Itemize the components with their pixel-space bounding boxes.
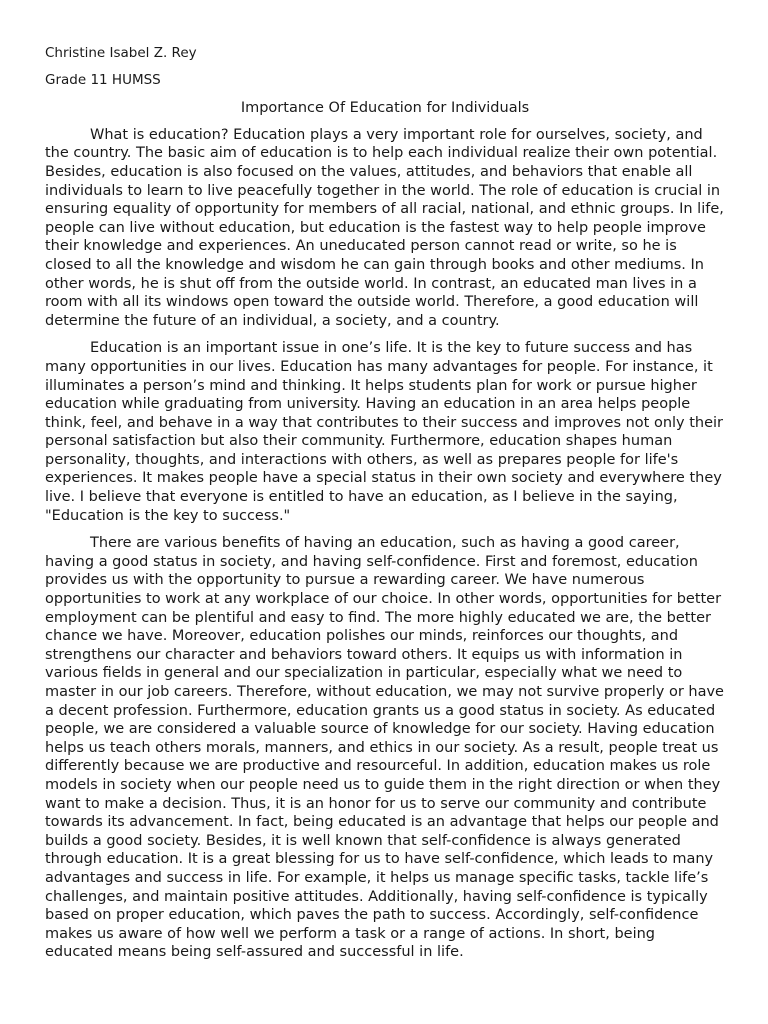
author-name: Christine Isabel Z. Rey bbox=[45, 45, 197, 61]
grade-section: Grade 11 HUMSS bbox=[45, 71, 161, 88]
paragraph-2: Education is an important issue in one’s life. It is the key to future success and has many opportunities in our lives. Education has many advantages for people. For instance, it illuminates a person’s mind and thinking. It helps students plan for work or pursue higher education while graduating from university. Having an education in an area helps people think, feel, and behave in a way that contributes to their success and improves not only their personal satisfaction but also their community. Furthermore, education shapes human personality, thoughts, and interactions with others, as well as prepares people for life's experiences. It makes people have a special status in their own society and everywhere they live. I believe that everyone is entitled to have an education, as I believe in the saying, "Education is the key to success." bbox=[45, 340, 724, 524]
document-page bbox=[45, 44, 725, 971]
paragraph-3: There are various benefits of having an education, such as having a good career, having a good status in society, and having self-confidence. First and foremost, education provides us with the opportunity to pursue a rewarding career. We have numerous opportunities to work at any workplace of our choice. In other words, opportunities for better employment can be plentiful and easy to find. The more highly educated we are, the better chance we have. Moreover, education polishes our minds, reinforces our thoughts, and strengthens our character and behaviors toward others. It equips us with information in various fields in general and our specialization in particular, especially what we need to master in our job careers. Therefore, without education, we may not survive properly or have a decent profession. Furthermore, education grants us a good status in society. As educated people, we are considered a valuable source of knowledge for our society. Having education helps us teach others morals, manners, and ethics in our society. As a result, people treat us differently because we are productive and resourceful. In addition, education makes us role models in society when our people need us to guide them in the right direction or when they want to make a decision. Thus, it is an honor for us to serve our community and contribute towards its advancement. In fact, being educated is an advantage that helps our people and builds a good society. Besides, it is well known that self-confidence is always generated through education. It is a great blessing for us to have self-confidence, which leads to many advantages and success in life. For example, it helps us manage specific tasks, tackle life’s challenges, and maintain positive attitudes. Additionally, having self-confidence is typically based on proper education, which paves the path to success. Accordingly, self-confidence makes us aware of how well we perform a task or a range of actions. In short, being educated means being self-assured and successful in life. bbox=[45, 535, 724, 961]
paragraph-1: What is education? Education plays a very important role for ourselves, society, and the country. The basic aim of education is to help each individual realize their own potential. Besides, education is also focused on the values, attitudes, and behaviors that enable all individuals to learn to live peacefully together in the world. The role of education is crucial in ensuring equality of opportunity for members of all racial, national, and ethnic groups. In life, people can live without education, but education is the fastest way to help people improve their knowledge and experiences. An uneducated person cannot read or write, so he is closed to all the knowledge and wisdom he can gain through books and other mediums. In other words, he is shut off from the outside world. In contrast, an educated man lives in a room with all its windows open toward the outside world. Therefore, a good education will determine the future of an individual, a society, and a country. bbox=[45, 126, 724, 329]
document-title: Importance Of Education for Individuals bbox=[240, 100, 530, 117]
